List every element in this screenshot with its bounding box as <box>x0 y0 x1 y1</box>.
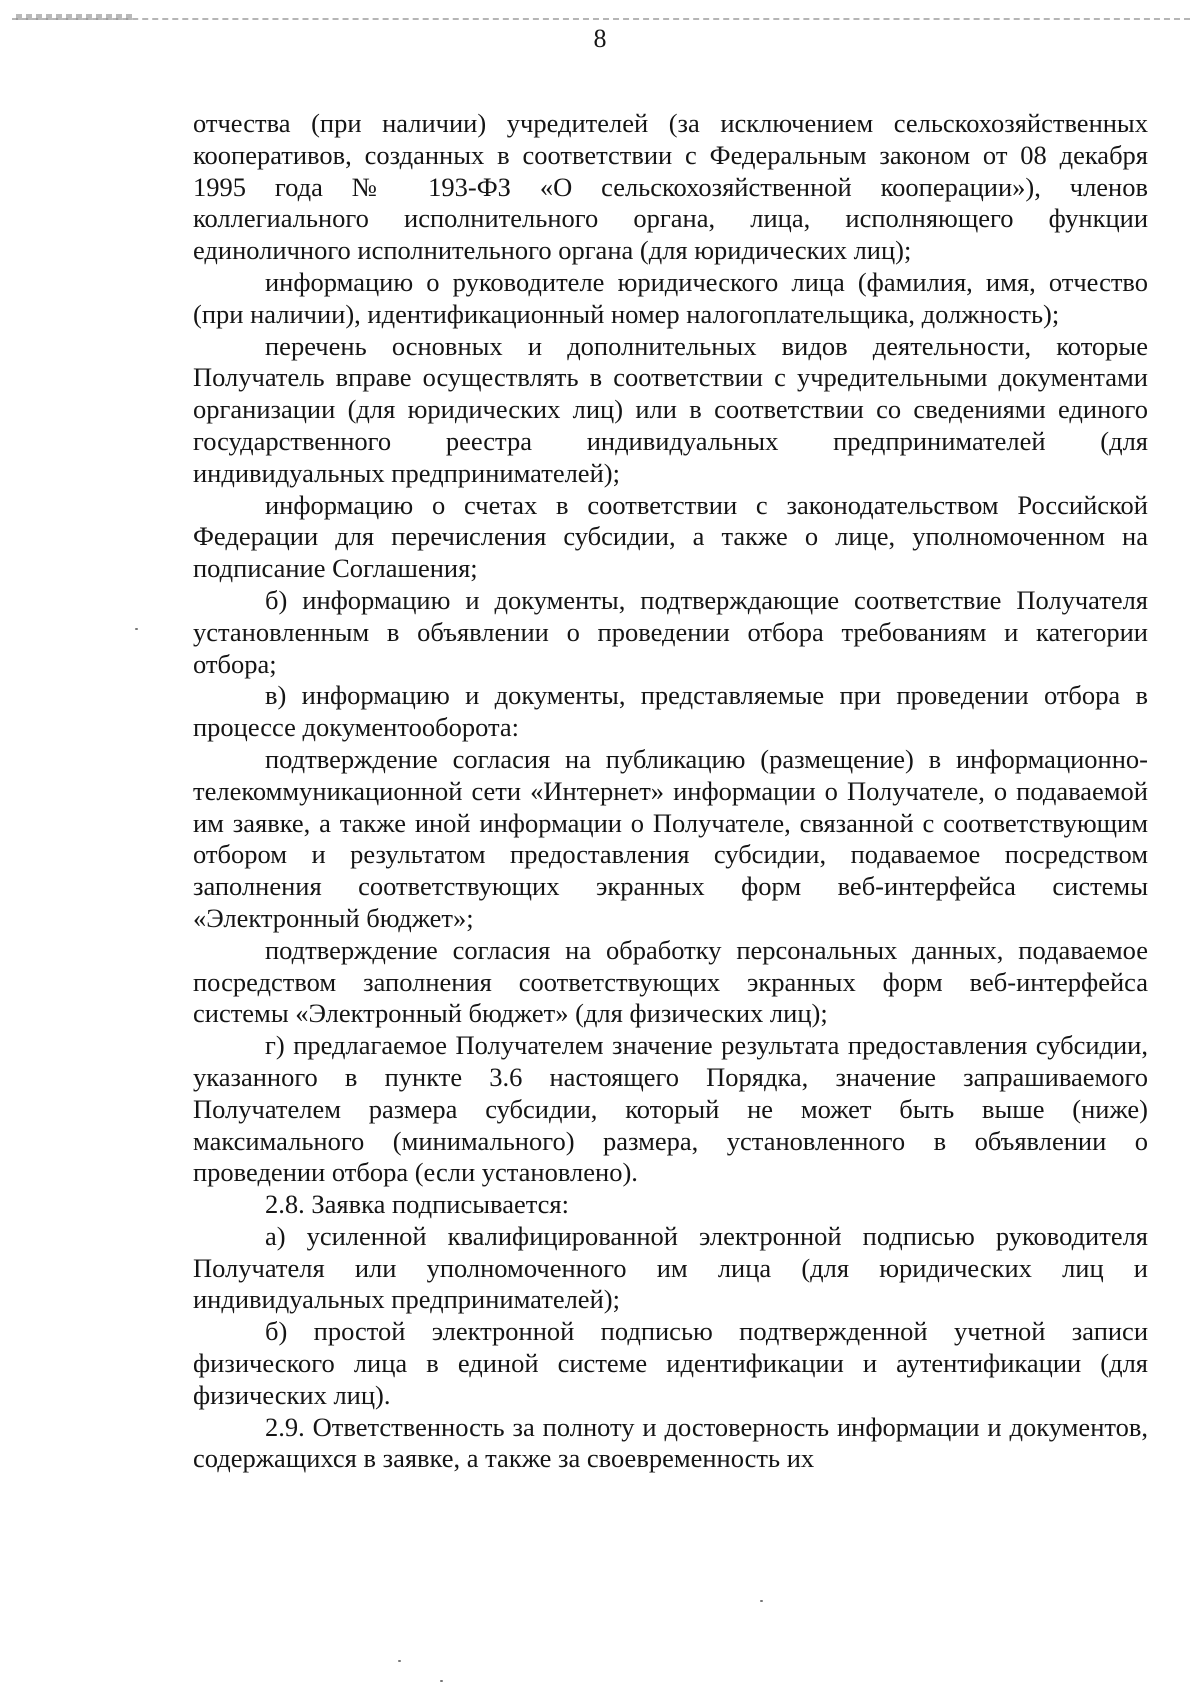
paragraph-personal-data-consent: подтверждение согласия на обработку персональных данных, подаваемое посредством заполнения соответствующих экранных форм веб-интерфейса системы «Электронный бюджет» (для физических лиц); <box>193 934 1148 1029</box>
paragraph-signature-b: б) простой электронной подписью подтвержденной учетной записи физического лица в единой системе идентификации и аутентификации (для физических лиц). <box>193 1316 1148 1410</box>
paragraph-accounts: информацию о счетах в соответствии с законодательством Российской Федерации для перечисления субсидии, а также о лице, уполномоченном на подписание Соглашения; <box>193 489 1148 584</box>
scan-speck <box>135 628 138 630</box>
paragraph-founders: отчества (при наличии) учредителей (за исключением сельскохозяйственных кооперативов, созданных в соответствии с Федеральным законом от 08 декабря 1995 года № 193-ФЗ «О сельскохозяйственной кооперации»), членов коллегиального исполнительного органа, лица, исполняющего функции единоличного исполнительного органа (для юридических лиц); <box>193 108 1148 266</box>
paragraph-item-v: в) информацию и документы, представляемые при проведении отбора в процессе документооборота: <box>193 680 1148 743</box>
paragraph-head-info: информацию о руководителе юридического лица (фамилия, имя, отчество (при наличии), идентификационный номер налогоплательщика, должность); <box>193 266 1148 329</box>
scan-speck <box>440 1680 443 1682</box>
document-body <box>193 108 1148 1475</box>
scan-header-line <box>12 18 1190 20</box>
section-2-9-paragraph: 2.9. Ответственность за полноту и достоверность информации и документов, содержащихся в заявке, а также за своевременность их <box>193 1411 1148 1474</box>
paragraph-publication-consent: подтверждение согласия на публикацию (размещение) в информационно-телекоммуникационной сети «Интернет» информации о Получателе, о подаваемой им заявке, а также иной информации о Получателе, связанной с соответствующим отбором и результатом предоставления субсидии, подаваемое посредством заполнения соответствующих экранных форм веб-интерфейса системы «Электронный бюджет»; <box>193 743 1148 933</box>
scan-speck <box>398 1660 401 1662</box>
paragraph-signature-a: а) усиленной квалифицированной электронной подписью руководителя Получателя или уполномоченного им лица (для юридических лиц и индивидуальных предпринимателей); <box>193 1220 1148 1315</box>
paragraph-activities: перечень основных и дополнительных видов деятельности, которые Получатель вправе осуществлять в соответствии с учредительными документами организации (для юридических лиц) или в соответствии со сведениями единого государственного реестра индивидуальных предпринимателей (для индивидуальных предпринимателей); <box>193 330 1148 488</box>
section-2-8-heading: 2.8. Заявка подписывается: <box>265 1189 569 1220</box>
scan-artifact <box>16 14 136 20</box>
paragraph-item-g: г) предлагаемое Получателем значение результата предоставления субсидии, указанного в пункте 3.6 настоящего Порядка, значение запрашиваемого Получателем размера субсидии, который не может быть выше (ниже) максимального (минимального) размера, установленного в объявлении о проведении отбора (если установлено). <box>193 1030 1148 1188</box>
paragraph-item-b: б) информацию и документы, подтверждающие соответствие Получателя установленным в объявлении о проведении отбора требованиям и категории отбора; <box>193 584 1148 679</box>
scan-speck <box>760 1600 763 1602</box>
page-number: 8 <box>593 24 607 53</box>
